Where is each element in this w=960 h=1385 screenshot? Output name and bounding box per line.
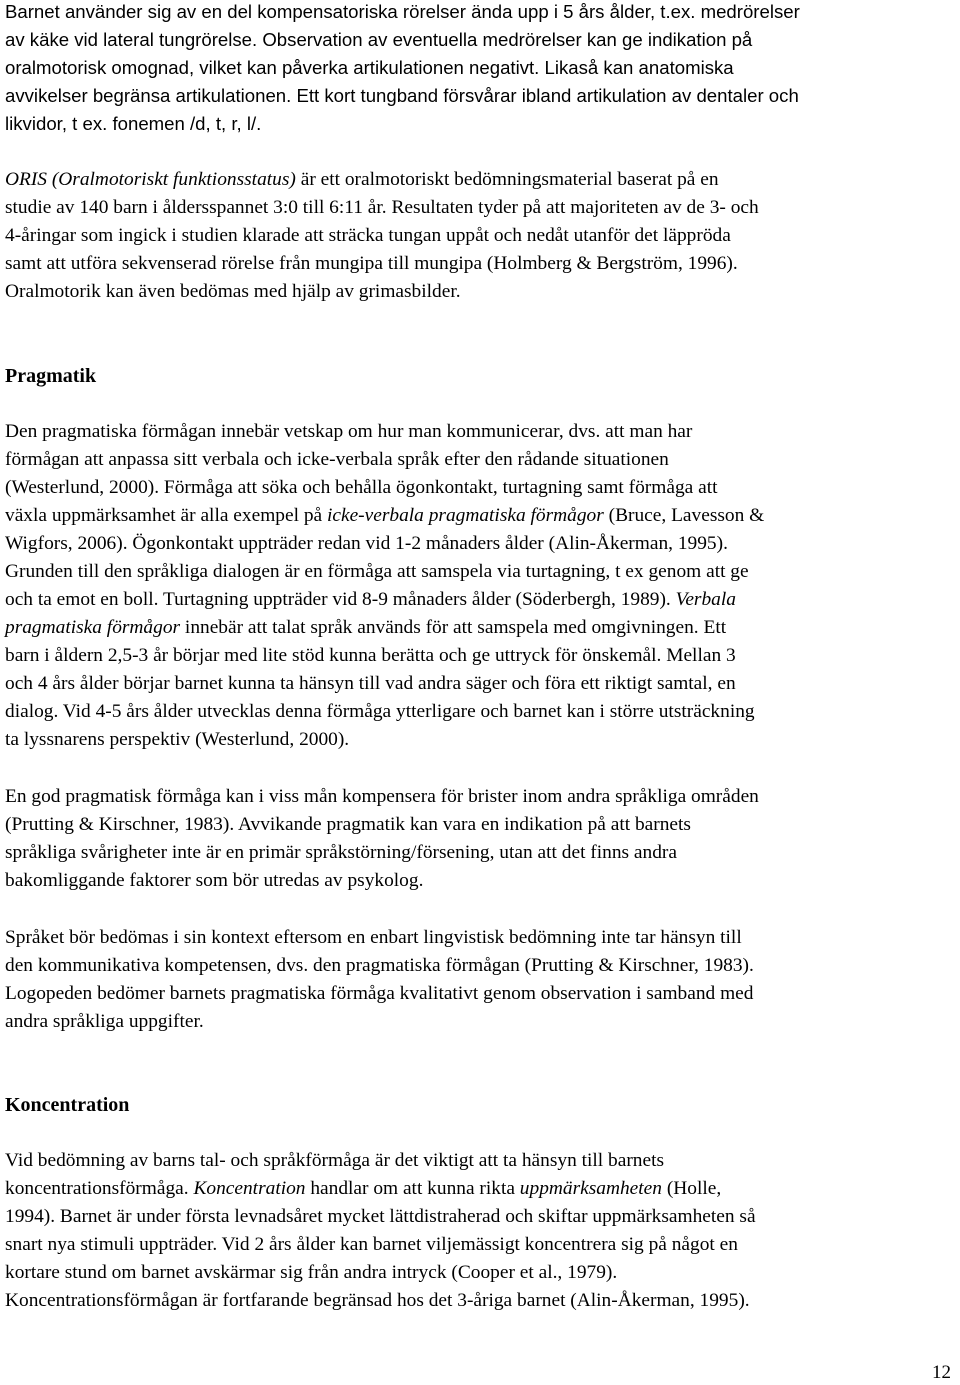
text-line: och ta emot en boll. Turtagning uppträder vid 8-9 månaders ålder (Söderbergh, 1989). Verbala: [5, 589, 736, 610]
oris-term: ORIS (Oralmotoriskt funktionsstatus): [5, 169, 296, 190]
text-line: Koncentrationsförmågan är fortfarande begränsad hos det 3-åriga barnet (Alin-Åkerman, 1995).: [5, 1290, 750, 1311]
text-line: (Prutting & Kirschner, 1983). Avvikande pragmatik kan vara en indikation på att barnets: [5, 814, 691, 835]
text-line: Grunden till den språkliga dialogen är en förmåga att samspela via turtagning, t ex genom att ge: [5, 561, 749, 582]
text-line: bakomliggande faktorer som bör utredas av psykolog.: [5, 870, 424, 891]
text-line: växla uppmärksamhet är alla exempel på icke-verbala pragmatiska förmågor (Bruce, Lavesson &: [5, 505, 765, 526]
text-line: 4-åringar som ingick i studien klarade att sträcka tungan uppåt och nedåt utanför det läppröda: [5, 225, 731, 246]
oris-paragraph: [5, 166, 759, 306]
text-line: studie av 140 barn i åldersspannet 3:0 till 6:11 år. Resultaten tyder på att majoriteten av de 3- och: [5, 197, 759, 218]
text-line: Logopeden bedömer barnets pragmatiska förmåga kvalitativt genom observation i samband med: [5, 983, 754, 1004]
text-line: dialog. Vid 4-5 års ålder utvecklas denna förmåga ytterligare och barnet kan i större utsträckning: [5, 701, 755, 722]
italic-term: Koncentration: [193, 1178, 306, 1199]
text-line: oralmotorisk omognad, vilket kan påverka artikulationen negativt. Likaså kan anatomiska: [5, 57, 734, 78]
text-line: avvikelser begränsa artikulationen. Ett kort tungband försvårar ibland artikulation av dentaler och: [5, 85, 799, 106]
text-line: kortare stund om barnet avskärmar sig från andra intryck (Cooper et al., 1979).: [5, 1262, 618, 1283]
text-line: andra språkliga uppgifter.: [5, 1011, 204, 1032]
text-line: Barnet använder sig av en del kompensatoriska rörelser ända upp i 5 års ålder, t.ex. medrörelser: [5, 1, 800, 22]
text-line: pragmatiska förmågor innebär att talat språk används för att samspela med omgivningen. Ett: [5, 617, 727, 638]
text-line: Språket bör bedömas i sin kontext eftersom en enbart lingvistisk bedömning inte tar hänsyn till: [5, 927, 742, 948]
italic-term: Verbala: [675, 589, 736, 610]
intro-paragraph: [5, 0, 800, 138]
pragmatik-paragraph-1: [5, 418, 764, 754]
text-line: En god pragmatisk förmåga kan i viss mån kompensera för brister inom andra språkliga områden: [5, 786, 759, 807]
pragmatik-paragraph-2: [5, 783, 759, 895]
text-line: ta lyssnarens perspektiv (Westerlund, 2000).: [5, 729, 350, 750]
text-line: och 4 års ålder börjar barnet kunna ta hänsyn till vad andra säger och föra ett riktigt samtal, en: [5, 673, 736, 694]
text-line: Oralmotorik kan även bedömas med hjälp av grimasbilder.: [5, 281, 461, 302]
text-line: likvidor, t ex. fonemen /d, t, r, l/.: [5, 113, 262, 134]
oris-line1-rest: är ett oralmotoriskt bedömningsmaterial baserat på en: [295, 169, 719, 190]
page-number: 12: [932, 1362, 951, 1383]
text-line: snart nya stimuli uppträder. Vid 2 års ålder kan barnet viljemässigt koncentrera sig på något en: [5, 1234, 738, 1255]
italic-term: uppmärksamheten: [519, 1178, 662, 1199]
text-line: av käke vid lateral tungrörelse. Observation av eventuella medrörelser kan ge indikation på: [5, 29, 753, 50]
pragmatik-paragraph-3: [5, 924, 754, 1036]
italic-term: icke-verbala pragmatiska förmågor: [326, 505, 604, 526]
section-heading-koncentration: Koncentration: [5, 1094, 130, 1116]
text-line: koncentrationsförmåga. Koncentration handlar om att kunna rikta uppmärksamheten (Holle,: [5, 1178, 722, 1199]
text-line: [5, 166, 759, 194]
text-line: 1994). Barnet är under första levnadsåret mycket lättdistraherad och skiftar uppmärksamheten så: [5, 1206, 756, 1227]
koncentration-paragraph: [5, 1147, 756, 1315]
text-line: Den pragmatiska förmågan innebär vetskap om hur man kommunicerar, dvs. att man har: [5, 421, 693, 442]
text-line: (Westerlund, 2000). Förmåga att söka och behålla ögonkontakt, turtagning samt förmåga att: [5, 477, 718, 498]
text-line: den kommunikativa kompetensen, dvs. den pragmatiska förmågan (Prutting & Kirschner, 1983).: [5, 955, 754, 976]
text-line: språkliga svårigheter inte är en primär språkstörning/försening, utan att det finns andra: [5, 842, 677, 863]
section-heading-pragmatik: Pragmatik: [5, 365, 97, 387]
text-line: samt att utföra sekvenserad rörelse från mungipa till mungipa (Holmberg & Bergström, 1996).: [5, 253, 738, 274]
italic-term: pragmatiska förmågor: [5, 617, 181, 638]
text-line: Wigfors, 2006). Ögonkontakt uppträder redan vid 1-2 månaders ålder (Alin-Åkerman, 1995).: [5, 533, 728, 554]
text-line: Vid bedömning av barns tal- och språkförmåga är det viktigt att ta hänsyn till barnets: [5, 1150, 665, 1171]
text-line: barn i åldern 2,5-3 år börjar med lite stöd kunna berätta och ge uttryck för önskemål. Mellan 3: [5, 645, 736, 666]
text-line: förmågan att anpassa sitt verbala och icke-verbala språk efter den rådande situationen: [5, 449, 669, 470]
